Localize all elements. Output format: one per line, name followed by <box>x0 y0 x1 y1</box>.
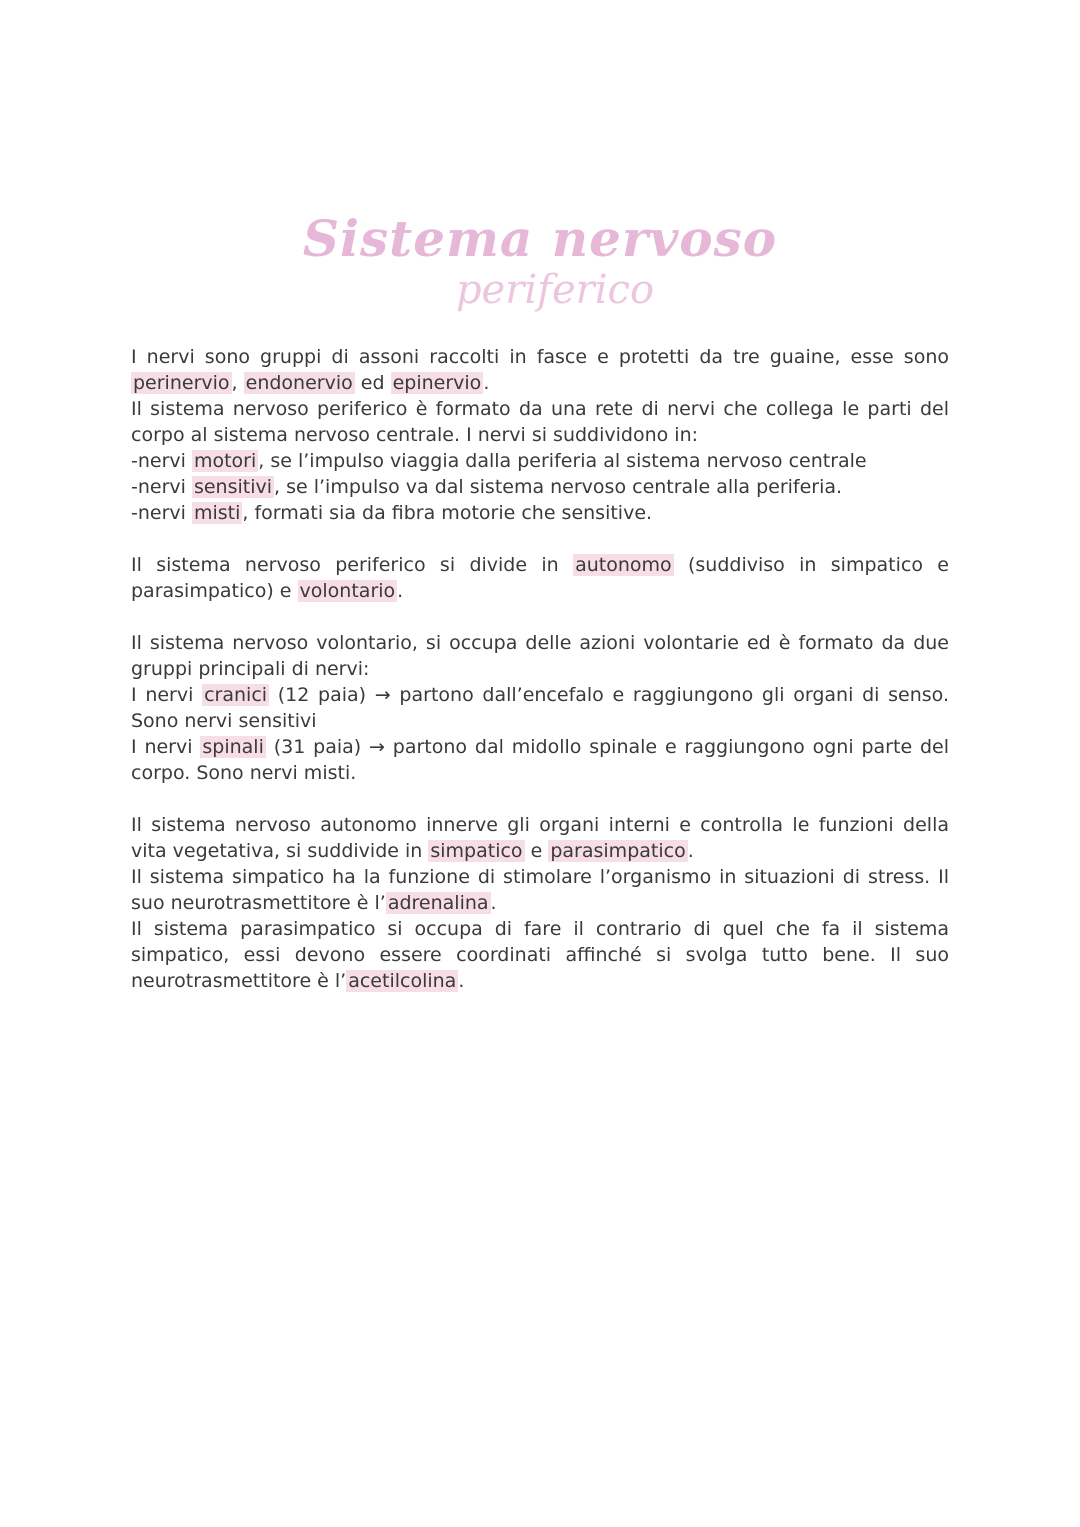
highlighted-term: simpatico <box>430 840 523 862</box>
highlighted-term: sensitivi <box>193 476 273 498</box>
paragraph <box>131 448 949 474</box>
text-run: I nervi <box>131 684 203 706</box>
paragraph <box>131 682 949 734</box>
text-run: Il sistema nervoso volontario, si occupa delle azioni volontarie ed è formato da due gruppi principali di nervi: <box>131 632 949 680</box>
paragraph <box>131 396 949 448</box>
paragraph <box>131 812 949 864</box>
highlighted-term: perinervio <box>133 372 230 394</box>
text-run: , se l’impulso va dal sistema nervoso centrale alla periferia. <box>274 476 843 498</box>
text-run: Il sistema nervoso periferico si divide in <box>131 554 574 576</box>
highlighted-term: motori <box>193 450 257 472</box>
paragraph <box>131 916 949 994</box>
paragraph <box>131 474 949 500</box>
page-title <box>0 210 1080 314</box>
text-run: Il sistema simpatico ha la funzione di stimolare l’organismo in situazioni di stress. Il suo neurotrasmettitore è l’ <box>131 866 949 914</box>
highlighted-term: cranici <box>204 684 268 706</box>
paragraph <box>131 734 949 786</box>
paragraph <box>131 552 949 604</box>
paragraph <box>131 864 949 916</box>
text-run: ed <box>354 372 391 394</box>
text-run: e <box>524 840 549 862</box>
text-run: Il sistema parasimpatico si occupa di fare il contrario di quel che fa il sistema simpatico, essi devono essere coordinati affinché si svolga tutto bene. Il suo neurotrasmettitore è l’ <box>131 918 949 992</box>
text-run: . <box>483 372 490 394</box>
text-run: Il sistema nervoso periferico è formato da una rete di nervi che collega le parti del corpo al sistema nervoso centrale. I nervi si suddividono in: <box>131 398 949 446</box>
text-run: . <box>490 892 497 914</box>
text-run: . <box>458 970 465 992</box>
highlighted-term: autonomo <box>575 554 672 576</box>
highlighted-term: parasimpatico <box>550 840 686 862</box>
text-run: I nervi sono gruppi di assoni raccolti in fasce e protetti da tre guaine, esse sono <box>131 346 949 368</box>
highlighted-term: acetilcolina <box>348 970 457 992</box>
text-run: , <box>231 372 244 394</box>
title-line-2: periferico <box>455 267 655 313</box>
text-run: . <box>687 840 694 862</box>
text-run: I nervi <box>131 736 201 758</box>
highlighted-term: spinali <box>202 736 264 758</box>
text-run: -nervi <box>131 476 192 498</box>
text-run: (suddiviso in simpatico e parasimpatico) e <box>131 554 949 602</box>
body-text <box>131 344 949 994</box>
text-run: -nervi <box>131 450 192 472</box>
highlighted-term: endonervio <box>245 372 353 394</box>
text-run: , se l’impulso viaggia dalla periferia al sistema nervoso centrale <box>258 450 867 472</box>
text-run: Il sistema nervoso autonomo innerve gli organi interni e controlla le funzioni della vita vegetativa, si suddivide in <box>131 814 949 862</box>
text-run: (31 paia) → partono dal midollo spinale e raggiungono ogni parte del corpo. Sono nervi misti. <box>131 736 950 784</box>
text-run: -nervi <box>131 502 192 524</box>
paragraph <box>131 500 949 526</box>
text-run: (12 paia) → partono dall’encefalo e raggiungono gli organi di senso. Sono nervi sensitivi <box>131 684 949 732</box>
paragraph <box>131 344 949 396</box>
paragraph <box>131 630 949 682</box>
highlighted-term: volontario <box>299 580 396 602</box>
highlighted-term: epinervio <box>392 372 482 394</box>
highlighted-term: adrenalina <box>387 892 489 914</box>
title-line-1: Sistema nervoso <box>302 209 778 268</box>
text-run: , formati sia da fibra motorie che sensitive. <box>242 502 653 524</box>
highlighted-term: misti <box>193 502 241 524</box>
text-run: . <box>397 580 404 602</box>
